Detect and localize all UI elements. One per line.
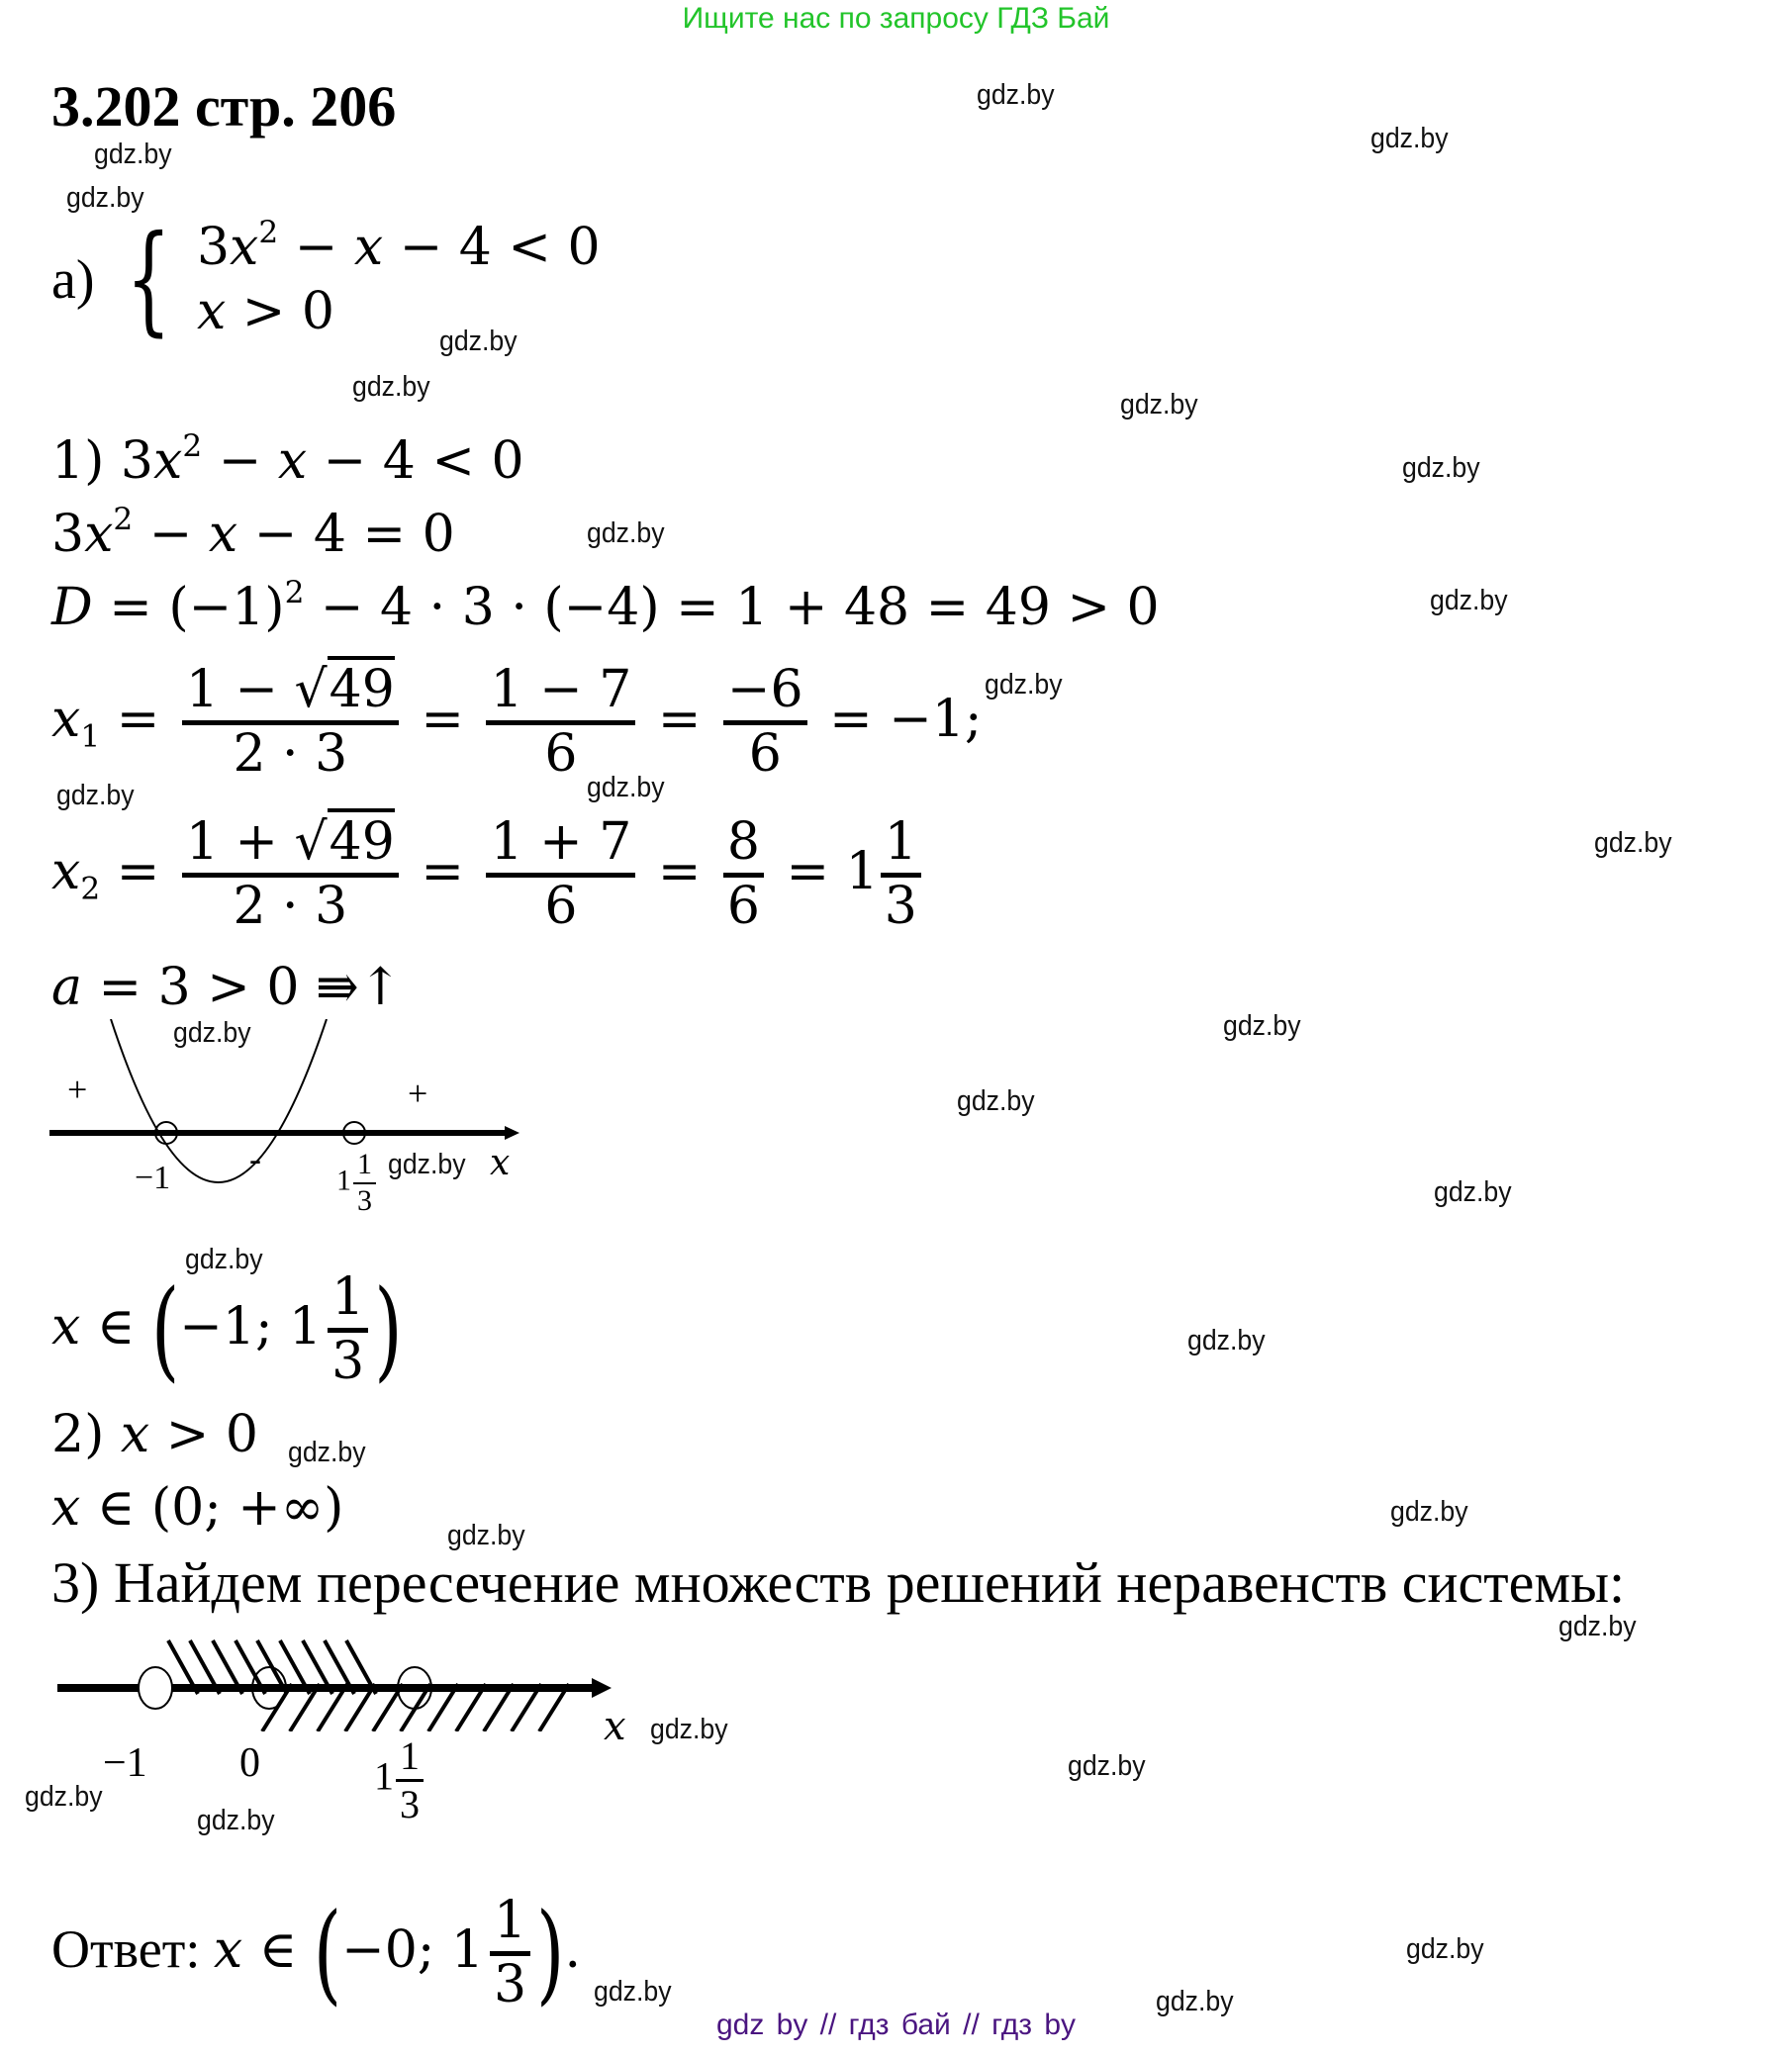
system-of-inequalities xyxy=(51,211,601,348)
page-title: 3.202 стр. 206 xyxy=(51,74,397,139)
parabola-diagram xyxy=(40,1019,534,1237)
watermark: gdz.by xyxy=(1187,1325,1266,1356)
axis-arrow-icon xyxy=(592,1678,612,1698)
watermark: gdz.by xyxy=(957,1085,1035,1117)
watermark: gdz.by xyxy=(173,1017,251,1049)
watermark: gdz.by xyxy=(288,1437,366,1468)
point-label-minus-one: −1 xyxy=(103,1740,147,1786)
answer: Ответ: x ∈ (−0; 1 1 3 ). xyxy=(51,1890,581,2017)
root-x1: $x_1$ = 1 − √49 2 · 3 = 1 − 7 6 = −6 6 = −1; xyxy=(51,661,982,785)
fraction: 1 + 7 6 xyxy=(486,813,635,937)
fraction: −6 6 xyxy=(723,661,807,785)
watermark: gdz.by xyxy=(66,182,144,214)
root-x2: $x_2$ = 1 + √49 2 · 3 = 1 + 7 6 = 8 6 = 1 1 3 xyxy=(51,813,927,937)
fraction: 1 3 xyxy=(328,1268,368,1392)
footer-links: gdz by // гдз бай // гдз by xyxy=(715,2009,1077,2041)
watermark: gdz.by xyxy=(1156,1986,1234,2017)
step1-equation: $3x^2 - x - 4 = 0$ xyxy=(51,502,455,564)
watermark: gdz.by xyxy=(56,780,135,811)
watermark: gdz.by xyxy=(650,1714,728,1745)
watermark: gdz.by xyxy=(1594,827,1672,859)
watermark: gdz.by xyxy=(439,326,518,357)
step1-inequality: 1) $3x^2 - x - 4 < 0$ xyxy=(51,428,524,491)
watermark: gdz.by xyxy=(1068,1750,1146,1782)
watermark: gdz.by xyxy=(94,139,172,170)
watermark: gdz.by xyxy=(587,772,665,803)
watermark: gdz.by xyxy=(25,1781,103,1813)
point-label-one-third: 1 $\frac{1}{3}$ xyxy=(374,1733,425,1827)
fraction: 1 3 xyxy=(490,1892,530,2015)
step3-text: 3) Найдем пересечение множеств решений неравенств системы: xyxy=(51,1550,1626,1615)
watermark: gdz.by xyxy=(594,1976,672,2008)
discriminant: $D = (-1)^2 - 4 \cdot 3 \cdot (-4) = 1 + 48 = 49 > 0$ xyxy=(51,575,1160,637)
watermark: gdz.by xyxy=(1390,1496,1468,1528)
watermark: gdz.by xyxy=(1120,389,1198,421)
watermark: gdz.by xyxy=(1370,123,1449,154)
watermark: gdz.by xyxy=(1406,1933,1484,1965)
sign-minus: - xyxy=(249,1139,261,1178)
search-banner: Ищите нас по запросу ГДЗ Бай xyxy=(682,2,1110,35)
step2-inequality: 2) x > 0 xyxy=(51,1405,258,1464)
watermark: gdz.by xyxy=(447,1520,525,1551)
sign-plus-left: + xyxy=(67,1070,88,1109)
brace-icon: { xyxy=(126,211,172,348)
fraction: 1 − √49 2 · 3 xyxy=(182,661,399,785)
axis-label: x xyxy=(490,1143,511,1183)
system-lines xyxy=(197,216,601,344)
fraction: 1 3 xyxy=(881,813,921,937)
root-label-left: −1 xyxy=(135,1160,171,1196)
watermark: gdz.by xyxy=(197,1805,275,1836)
system-line-1: $3x^2 - x - 4 < 0$ xyxy=(196,215,601,277)
point-label-zero: 0 xyxy=(239,1740,260,1786)
fraction: 8 6 xyxy=(723,813,764,937)
watermark: gdz.by xyxy=(1558,1611,1637,1642)
watermark: gdz.by xyxy=(985,669,1063,701)
watermark: gdz.by xyxy=(388,1149,466,1180)
fraction: 1 + √49 2 · 3 xyxy=(182,813,399,937)
watermark: gdz.by xyxy=(1434,1176,1512,1208)
root-label-right: 1 $\frac{1}{3}$ xyxy=(336,1148,378,1218)
watermark: gdz.by xyxy=(1430,585,1508,616)
step1-solution: x ∈ (−1; 1 1 3 ) xyxy=(51,1266,403,1394)
system-line-2: x > 0 xyxy=(196,282,334,341)
intersection-number-line xyxy=(49,1633,623,1731)
watermark: gdz.by xyxy=(587,517,665,549)
open-point-icon xyxy=(139,1667,172,1709)
axis-label: x xyxy=(604,1704,626,1749)
watermark: gdz.by xyxy=(352,371,430,403)
fraction: 1 − 7 6 xyxy=(486,661,635,785)
part-label: а) xyxy=(51,249,95,311)
sign-plus-right: + xyxy=(408,1074,428,1113)
watermark: gdz.by xyxy=(1223,1010,1301,1042)
watermark: gdz.by xyxy=(977,79,1055,111)
watermark: gdz.by xyxy=(1402,452,1480,484)
leading-coefficient: a = 3 > 0 ⇛↑ xyxy=(51,958,403,1017)
axis-arrow-icon xyxy=(505,1126,519,1140)
step2-solution: x ∈ (0; +∞) xyxy=(51,1478,344,1538)
watermark: gdz.by xyxy=(185,1244,263,1275)
